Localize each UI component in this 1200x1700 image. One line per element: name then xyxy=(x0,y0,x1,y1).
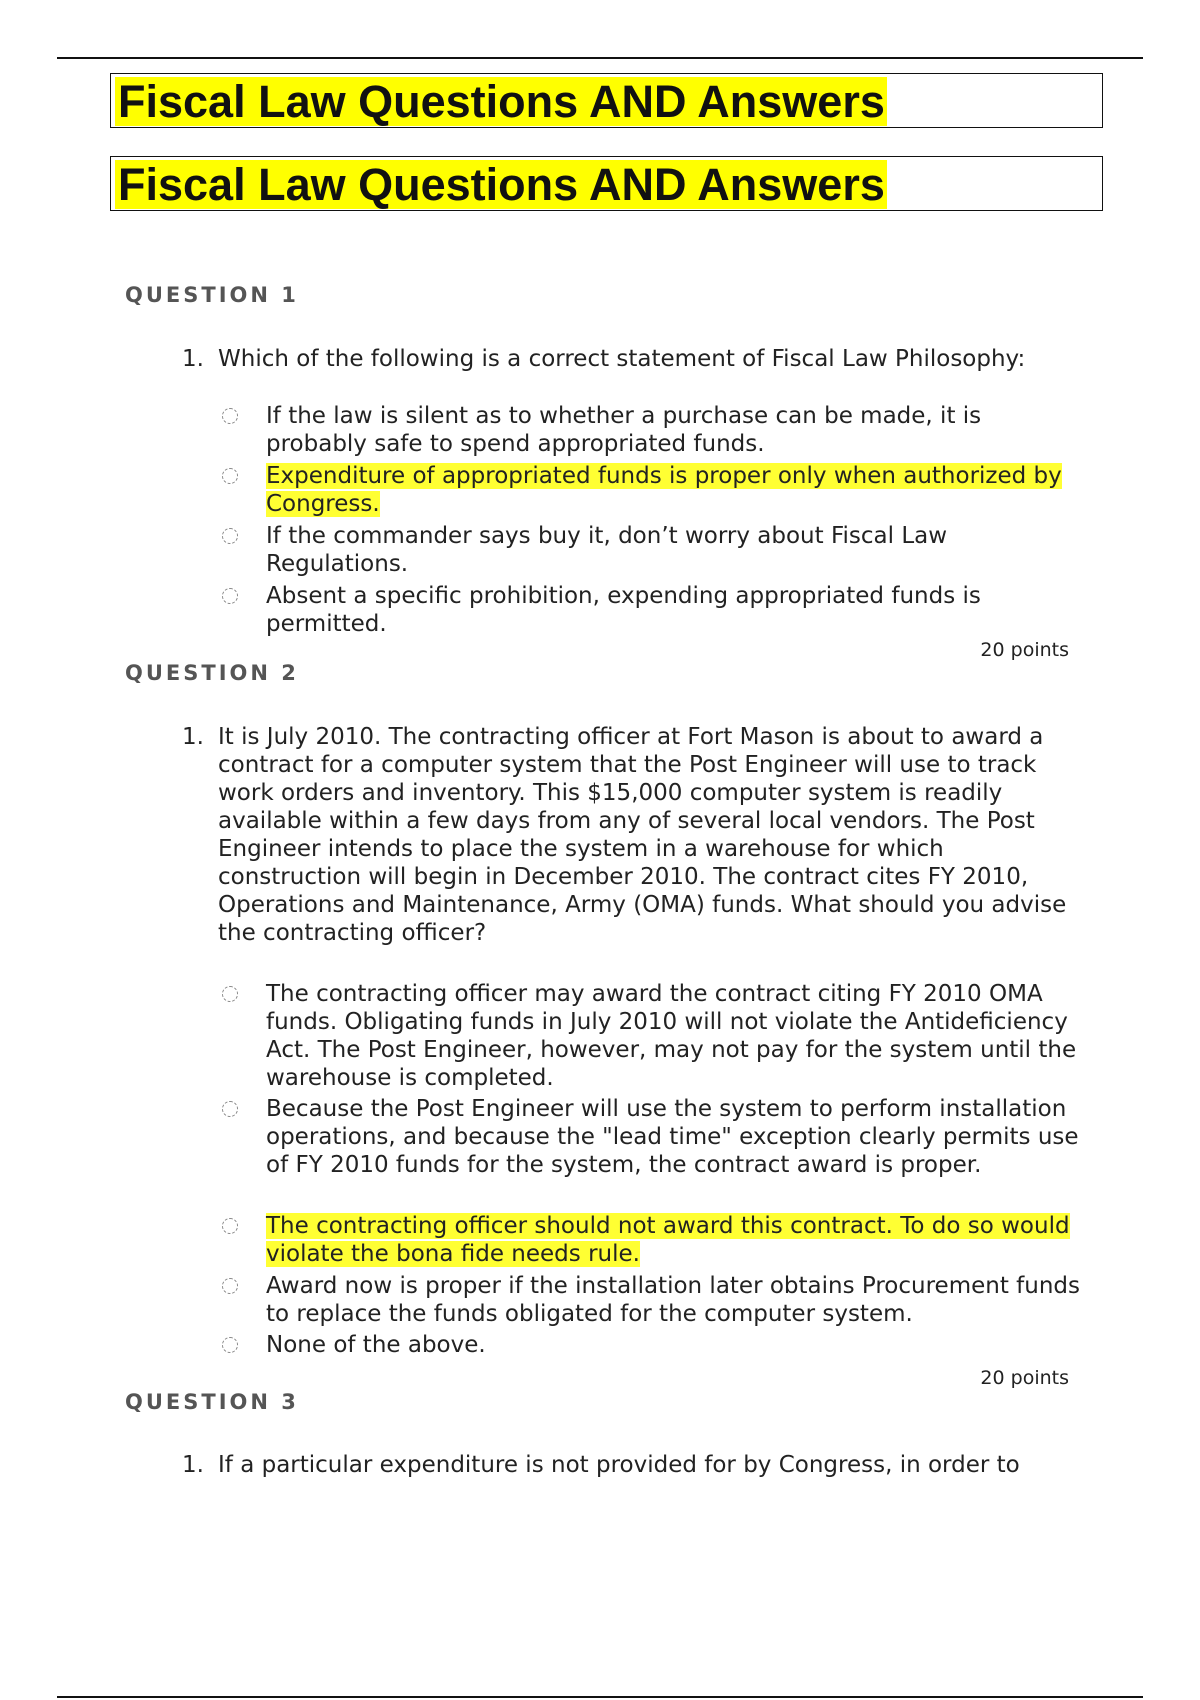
document-title: Fiscal Law Questions AND Answers xyxy=(115,77,887,126)
question-2-option-5[interactable] xyxy=(218,1331,1088,1359)
question-1-option-3[interactable] xyxy=(218,522,1088,578)
question-2-points: 20 points xyxy=(980,1367,1069,1389)
subtitle-box xyxy=(110,156,1103,211)
question-2-option-2[interactable] xyxy=(218,1095,1088,1179)
question-2-heading: QUESTION 2 xyxy=(125,661,299,685)
question-1-option-2[interactable] xyxy=(218,462,1088,518)
option-text-highlighted: Expenditure of appropriated funds is proper only when authorized by Congress. xyxy=(266,463,1062,517)
option-text: If the commander says buy it, don’t worry about Fiscal Law Regulations. xyxy=(266,523,948,577)
radio-button-icon[interactable] xyxy=(222,986,238,1002)
document-subtitle: Fiscal Law Questions AND Answers xyxy=(115,160,887,209)
option-text-highlighted: The contracting officer should not award this contract. To do so would violate the bona fide needs rule. xyxy=(266,1213,1070,1267)
option-text: The contracting officer may award the contract citing FY 2010 OMA funds. Obligating funds in July 2010 will not violate the Antideficiency Act. The Post Engineer, however, may not pay for the system until the warehouse is completed. xyxy=(266,981,1077,1091)
question-1-option-1[interactable] xyxy=(218,402,1088,458)
radio-button-icon[interactable] xyxy=(222,1278,238,1294)
question-2-number: 1. xyxy=(182,724,204,750)
question-3-number: 1. xyxy=(182,1452,204,1478)
option-text: Absent a specific prohibition, expending appropriated funds is permitted. xyxy=(266,583,981,637)
question-3-text: If a particular expenditure is not provided for by Congress, in order to xyxy=(218,1452,1020,1478)
radio-button-icon[interactable] xyxy=(222,468,238,484)
radio-button-icon[interactable] xyxy=(222,528,238,544)
question-2-option-1[interactable] xyxy=(218,980,1088,1092)
top-rule xyxy=(57,57,1143,59)
option-text: If the law is silent as to whether a purchase can be made, it is probably safe to spend appropriated funds. xyxy=(266,403,982,457)
question-1-text: Which of the following is a correct statement of Fiscal Law Philosophy: xyxy=(218,346,1026,372)
option-text: Because the Post Engineer will use the system to perform installation operations, and because the "lead time" exception clearly permits use of FY 2010 funds for the system, the contract award is proper. xyxy=(266,1096,1079,1178)
radio-button-icon[interactable] xyxy=(222,1337,238,1353)
question-1-option-4[interactable] xyxy=(218,582,1088,638)
question-2-option-4[interactable] xyxy=(218,1272,1088,1328)
question-2-option-3[interactable] xyxy=(218,1212,1088,1268)
question-2-text: It is July 2010. The contracting officer at Fort Mason is about to award a contract for a computer system that the Post Engineer will use to track work orders and inventory. This $15,000 computer system is readily available within a few days from any of several local vendors. The Post Engineer intends to place the system in a warehouse for which construction will begin in December 2010. The contract cites FY 2010, Operations and Maintenance, Army (OMA) funds. What should you advise the contracting officer? xyxy=(218,724,1067,946)
option-text: Award now is proper if the installation later obtains Procurement funds to replace the funds obligated for the computer system. xyxy=(266,1273,1080,1327)
radio-button-icon[interactable] xyxy=(222,1218,238,1234)
title-box xyxy=(110,73,1103,128)
question-1-heading: QUESTION 1 xyxy=(125,283,299,307)
radio-button-icon[interactable] xyxy=(222,588,238,604)
option-text: None of the above. xyxy=(266,1332,486,1358)
question-1-points: 20 points xyxy=(980,639,1069,661)
question-1-number: 1. xyxy=(182,346,204,372)
radio-button-icon[interactable] xyxy=(222,408,238,424)
bottom-rule xyxy=(57,1696,1143,1698)
question-3-heading: QUESTION 3 xyxy=(125,1390,299,1414)
radio-button-icon[interactable] xyxy=(222,1101,238,1117)
